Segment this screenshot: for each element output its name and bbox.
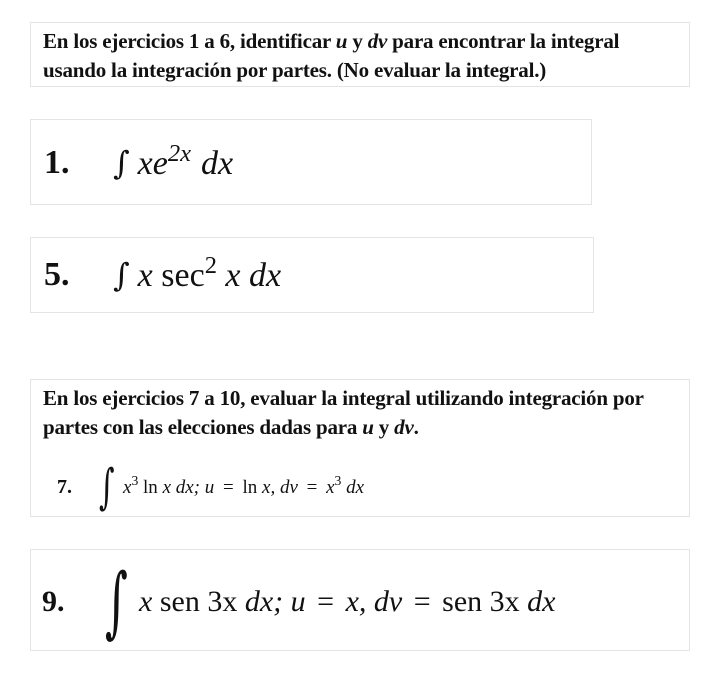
exercise-7-expression: $x^3$ ln x dx; u = ln x, dv = $x^3$ dx [123,473,365,498]
exercise-1-box [30,119,592,205]
exercise-number: 9. [42,585,65,618]
integral-sign: ∫ [113,256,130,294]
exercise-5-box [30,237,594,313]
instructions-box-2 [30,379,690,517]
exercise-9-box [30,549,690,651]
instructions-text-2: En los ejercicios 7 a 10, evaluar la integral utilizando integración por partes con las elecciones dadas para u y dv. [43,386,644,439]
exercise-9-expression: x sen 3x dx; u = x, dv = sen 3x dx [139,585,556,618]
integral-sign: ∫ [113,144,130,182]
instructions-box-1 [30,22,690,87]
exercise-number: 1. [44,144,70,181]
exercise-number: 5. [44,256,70,293]
integral-sign: ∫ [99,460,115,516]
integral-sign: ∫ [105,558,128,648]
exercise-number: 7. [57,476,72,498]
instructions-text-1: En los ejercicios 1 a 6, identificar u y dv para encontrar la integral usando la integración por partes. (No evaluar la integral.) [43,29,620,82]
exercise-5-expression: ∫ x $\sec^2 x$ dx [113,251,282,294]
exercise-1-expression: ∫ $xe^{2x}$ dx [113,139,234,182]
